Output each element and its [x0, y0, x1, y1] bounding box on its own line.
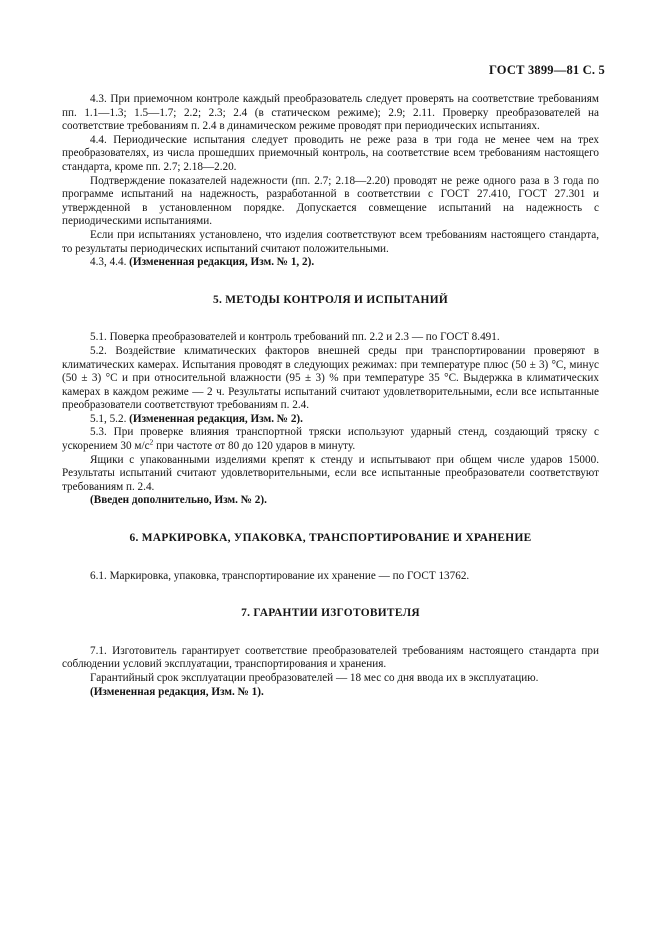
amendment-note-7: (Измененная редакция, Изм. № 1).: [90, 685, 264, 698]
amendment-note-5-1: [62, 413, 599, 427]
reliability-paragraph: Подтверждение показателей надежности (пп. 2.7; 2.18—2.20) проводят не реже одного раза в 3 года по программе испытаний на надежность, разработанной в соответствии с ГОСТ 27.410, ГОСТ 27.301 и утвержденной в установленном порядке. Допускается совмещение испытаний на надежность с периодическими испытаниями.: [62, 174, 599, 228]
warranty-paragraph: Гарантийный срок эксплуатации преобразователей — 18 мес со дня ввода их в эксплуатацию.: [90, 672, 539, 684]
section-7-title: 7. ГАРАНТИИ ИЗГОТОВИТЕЛЯ: [241, 607, 420, 620]
amendment-note-5-2: (Введен дополнительно, Изм. № 2).: [90, 494, 267, 507]
page-header: ГОСТ 3899—81 С. 5: [488, 63, 605, 77]
clause-5-3-text-end: при частоте от 80 до 120 ударов в минуту.: [153, 440, 356, 453]
section-5-title: 5. МЕТОДЫ КОНТРОЛЯ И ИСПЫТАНИЙ: [212, 293, 449, 306]
amendment-ref: 4.3, 4.4.: [90, 256, 127, 269]
conformity-paragraph: Если при испытаниях установлено, что изделия соответствуют всем требованиям настоящего стандарта, то результаты периодических испытаний считают положительными.: [62, 228, 599, 255]
superscript: 2: [149, 437, 154, 447]
clause-6-1: 6.1. Маркировка, упаковка, транспортирование их хранение — по ГОСТ 13762.: [90, 569, 470, 582]
amendment-ref: 5.1, 5.2.: [90, 412, 127, 425]
clause-4-3: 4.3. При приемочном контроле каждый преобразователь следует проверять на соответствие требованиям пп. 1.1—1.3; 1.5—1.7; 2.2; 2.3; 2.4 (в статическом режиме); 2.9; 2.11. Проверку преобразователей на соответствие требованиям п. 2.4 в динамическом режиме проводят при периодических испытаниях.: [62, 93, 599, 133]
page-content: [62, 93, 599, 699]
clause-5-3: [62, 426, 599, 453]
boxes-paragraph: Ящики с упакованными изделиями крепят к стенду и испытывают при общем числе ударов 15000. Результаты испытаний считают удовлетворительными, если все испытанные преобразователи соответствуют требованиям п. 2.4.: [62, 453, 599, 493]
clause-5-1: 5.1. Поверка преобразователей и контроль требований пп. 2.2 и 2.3 — по ГОСТ 8.491.: [90, 331, 500, 344]
amendment-text: (Измененная редакция, Изм. № 2).: [129, 412, 303, 425]
clause-5-3-text: 5.3. При проверке влияния транспортной тряски используют ударный стенд, создающий тряску с ускорением 30 м/с: [62, 426, 599, 453]
clause-5-2: 5.2. Воздействие климатических факторов внешней среды при транспортировании проверяют в климатических камерах. Испытания проводят в следующих режимах: при температуре плюс (50 ± 3) °С, минус (50 ± 3) °С и при относительной влажности (95 ± 3) % при температуре 35 °С. Выдержка в климатических камерах в каждом режиме — 2 ч. Результаты испытаний считают удовлетворительными, если все испытанные преобразователи соответствуют требованиям п. 2.4.: [62, 344, 599, 412]
section-6-title: 6. МАРКИРОВКА, УПАКОВКА, ТРАНСПОРТИРОВАНИЕ И ХРАНЕНИЕ: [129, 532, 532, 545]
amendment-note-4: [62, 256, 599, 270]
clause-4-4: 4.4. Периодические испытания следует проводить не реже раза в три года не менее чем на трех преобразователях, из числа прошедших приемочный контроль, на соответствие всем требованиям настоящего стандарта, кроме пп. 2.7; 2.18—2.20.: [62, 133, 599, 173]
amendment-text: (Измененная редакция, Изм. № 1, 2).: [129, 256, 315, 269]
clause-7-1: 7.1. Изготовитель гарантирует соответствие преобразователей требованиям настоящего стандарта при соблюдении условий эксплуатации, транспортирования и хранения.: [62, 644, 599, 671]
